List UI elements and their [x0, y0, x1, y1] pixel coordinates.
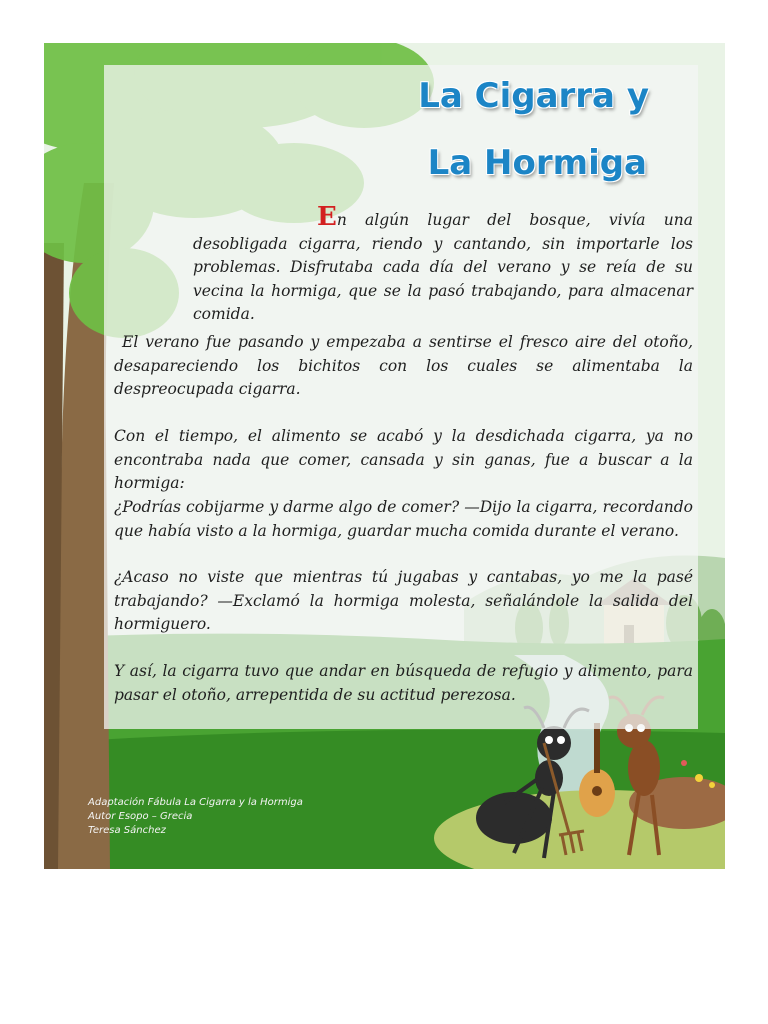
- story-paragraph-1: En algún lugar del bosque, vivía una desobligada cigarra, riendo y cantando, sin importarle los problemas. Disfrutaba cada día del verano y se reía de su vecina la hormiga, que se la pasó trabajando, para almacenar comida.: [193, 202, 693, 323]
- credit-author: Autor Esopo – Grecia: [88, 811, 193, 822]
- story-paragraph-4: ¿Podrías cobijarme y darme algo de comer? —Dijo la cigarra, recordando que había visto a la hormiga, guardar mucha comida durante el verano.: [114, 498, 693, 540]
- credit-source: Adaptación Fábula La Cigarra y la Hormiga: [88, 797, 303, 808]
- title-line-2: La Hormiga: [427, 143, 647, 183]
- drop-cap: E: [317, 202, 337, 232]
- story-paragraph-5: ¿Acaso no viste que mientras tú jugabas y cantabas, yo me la pasé trabajando? —Exclamó la hormiga molesta, señalándole la salida del hormiguero.: [114, 568, 693, 633]
- credit-adapter: Teresa Sánchez: [88, 825, 166, 836]
- story-paragraph-6: Y así, la cigarra tuvo que andar en búsqueda de refugio y alimento, para pasar el otoño, arrepentida de su actitud perezosa.: [114, 662, 693, 704]
- story-paragraph-2: El verano fue pasando y empezaba a sentirse el fresco aire del otoño, desapareciendo los bichitos con los cuales se alimentaba la despreocupada cigarra.: [114, 333, 693, 398]
- credits: [88, 796, 303, 838]
- poster: [44, 43, 725, 869]
- story-paragraph-3: Con el tiempo, el alimento se acabó y la desdichada cigarra, ya no encontraba nada que comer, cansada y sin ganas, fue a buscar a la hormiga:: [114, 427, 693, 492]
- title-line-1: La Cigarra y: [418, 76, 649, 116]
